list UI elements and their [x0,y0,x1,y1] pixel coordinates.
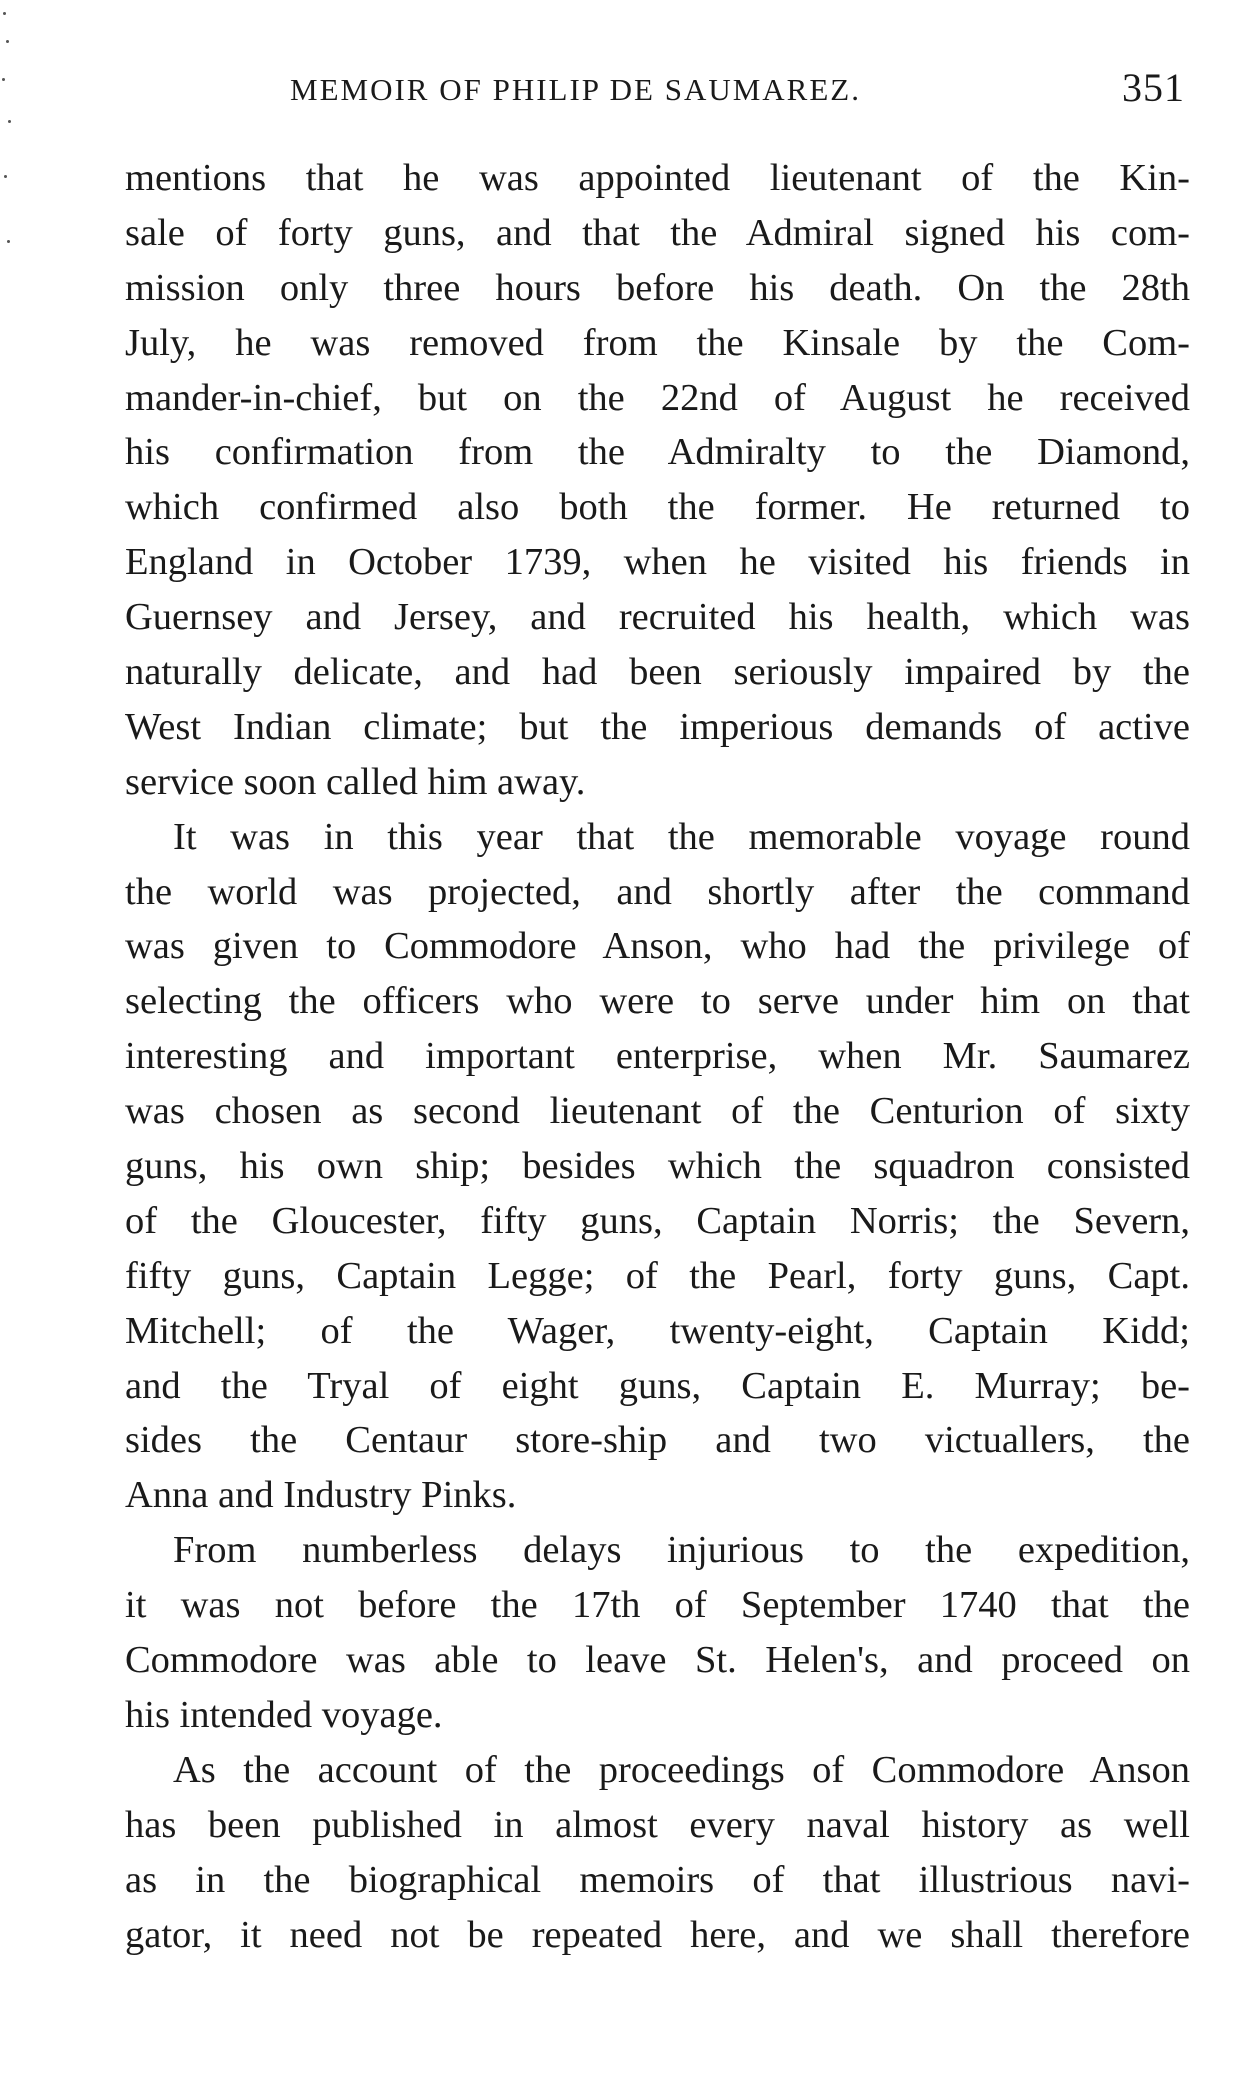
text-line: fifty guns, Captain Legge; of the Pearl, forty guns, Capt. [125,1254,1190,1297]
text-line: sides the Centaur store-ship and two victuallers, the [125,1419,1190,1462]
text-line: Mitchell; of the Wager, twenty-eight, Captain Kidd; [125,1309,1190,1352]
page-edge-marks [0,0,14,300]
paragraph-3 [125,1523,1190,1743]
text-line: his confirmation from the Admiralty to the Diamond, [125,431,1190,474]
text-line: was chosen as second lieutenant of the Centurion of sixty [125,1090,1190,1133]
text-line: It was in this year that the memorable voyage round [173,815,1190,858]
text-line: the world was projected, and shortly after the command [125,870,1190,913]
text-line: mentions that he was appointed lieutenant of the Kin- [125,157,1190,199]
text-line: mander-in-chief, but on the 22nd of August he received [125,376,1190,419]
text-line: mission only three hours before his death. On the 28th [125,266,1190,309]
text-line: his intended voyage. [125,1693,443,1736]
text-line: selecting the officers who were to serve under him on that [125,980,1190,1023]
text-line: of the Gloucester, fifty guns, Captain Norris; the Severn, [125,1199,1190,1242]
text-line: as in the biographical memoirs of that illustrious navi- [125,1858,1190,1901]
text-line: From numberless delays injurious to the expedition, [173,1529,1190,1572]
text-line: England in October 1739, when he visited his friends in [125,541,1190,584]
text-line: and the Tryal of eight guns, Captain E. Murray; be- [125,1364,1190,1407]
text-line: Anna and Industry Pinks. [125,1474,517,1517]
text-line: service soon called him away. [125,760,586,803]
text-line: interesting and important enterprise, when Mr. Saumarez [125,1035,1190,1078]
text-line: which confirmed also both the former. He returned to [125,486,1190,529]
running-head [125,64,1185,112]
text-line: gator, it need not be repeated here, and we shall therefore [125,1913,1190,1956]
text-line: Guernsey and Jersey, and recruited his health, which was [125,596,1190,639]
paragraph-4 [125,1743,1190,1963]
page-number: 351 [1122,65,1185,110]
text-line: naturally delicate, and had been seriously impaired by the [125,651,1190,694]
text-line: guns, his own ship; besides which the squadron consisted [125,1145,1190,1188]
body-text [125,151,1190,1962]
running-title: MEMOIR OF PHILIP DE SAUMAREZ. [290,72,861,107]
text-line: sale of forty guns, and that the Admiral signed his com- [125,211,1190,254]
text-line: As the account of the proceedings of Commodore Anson [173,1748,1190,1791]
text-line: has been published in almost every naval history as well [125,1803,1190,1846]
text-line: it was not before the 17th of September 1740 that the [125,1584,1190,1627]
text-line: was given to Commodore Anson, who had the privilege of [125,925,1190,968]
text-line: July, he was removed from the Kinsale by the Com- [125,321,1190,364]
text-line: West Indian climate; but the imperious demands of active [125,705,1190,748]
text-line: Commodore was able to leave St. Helen's, and proceed on [125,1639,1190,1682]
paragraph-1 [125,151,1190,810]
paragraph-2 [125,810,1190,1524]
